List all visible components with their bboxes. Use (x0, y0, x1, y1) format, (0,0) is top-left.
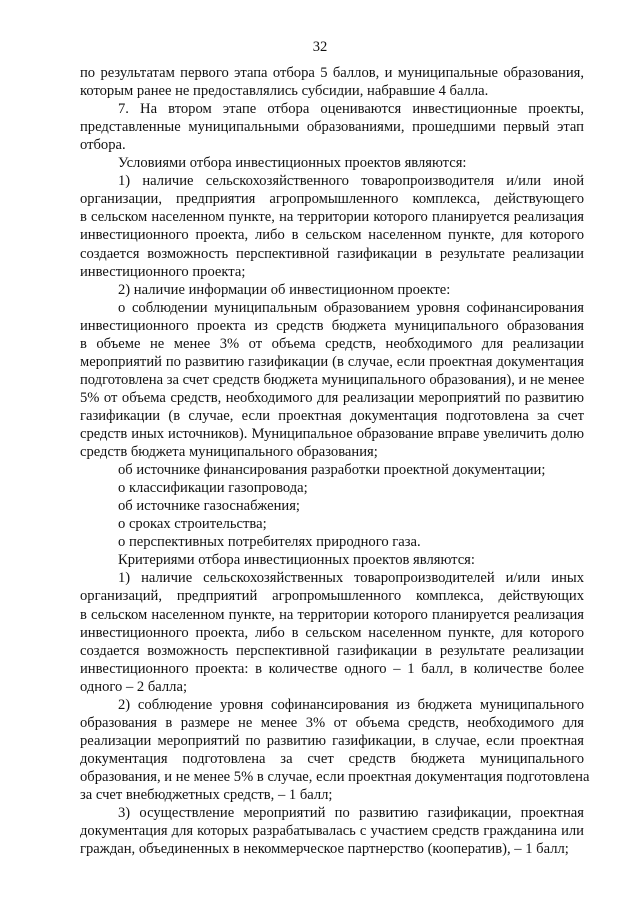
text-line: о классификации газопровода; (118, 480, 308, 497)
text-line: одного – 2 балла; (80, 678, 187, 695)
text-line: об источнике финансирования разработки проектной документации; (118, 462, 546, 479)
text-line: об источнике газоснабжения; (118, 498, 300, 515)
text-line: документация подготовлена за счет средств бюджета муниципального (80, 750, 584, 767)
text-line: в объеме не менее 3% от объема средств, необходимого для реализации (80, 335, 584, 352)
text-line: Критериями отбора инвестиционных проектов являются: (118, 552, 475, 569)
page-number: 32 (312, 39, 328, 55)
text-line: реализации мероприятий по развитию газификации, в случае, если проектная (80, 732, 584, 749)
text-line: о перспективных потребителях природного газа. (118, 534, 421, 551)
text-line: образования, и не менее 5% в случае, если проектная документация подготовлена (80, 768, 590, 785)
text-line: 2) наличие информации об инвестиционном проекте: (118, 281, 451, 298)
text-line: инвестиционного проекта, либо в сельском населенном пункте, для которого (80, 227, 584, 244)
text-line: которым ранее не предоставлялись субсидии, набравшие 4 балла. (80, 83, 489, 100)
text-line: в сельском населенном пункте, на территории которого планируется реализация (80, 209, 584, 226)
text-line: создается возможность перспективной газификации в результате реализации (80, 642, 584, 659)
text-line: организаций, предприятий агропромышленного комплекса, действующих (80, 588, 584, 605)
text-line: подготовлена за счет средств бюджета муниципального образования), и не менее (80, 371, 585, 388)
text-line: по результатам первого этапа отбора 5 баллов, и муниципальные образования, (80, 65, 584, 81)
text-line: инвестиционного проекта: в количестве одного – 1 балл, в количестве более (80, 660, 584, 677)
text-line: 7. На втором этапе отбора оцениваются инвестиционные проекты, (118, 101, 584, 118)
text-line: 5% от объема средств, необходимого для реализации мероприятий по развитию (80, 389, 584, 406)
text-line: представленные муниципальными образованиями, прошедшими первый этап (80, 119, 584, 136)
text-line: средств бюджета муниципального образования; (80, 444, 378, 461)
text-line: документация для которых разрабатывалась с участием средств гражданина или (80, 823, 584, 840)
text-line: инвестиционного проекта из средств бюджета муниципального образования (80, 317, 584, 334)
text-line: граждан, объединенных в некоммерческое партнерство (кооператив), – 1 балл; (80, 841, 569, 858)
text-line: о соблюдении муниципальным образованием уровня софинансирования (118, 299, 584, 316)
text-line: образования в размере не менее 3% от объема средств, необходимого для (80, 714, 584, 731)
text-line: инвестиционного проекта, либо в сельском населенном пункте, для которого (80, 624, 584, 641)
text-line: создается возможность перспективной газификации в результате реализации (80, 245, 584, 262)
text-line: отбора. (80, 137, 126, 154)
text-line: 1) наличие сельскохозяйственных товаропроизводителей и/или иных (118, 570, 584, 587)
text-line: мероприятий по развитию газификации (в случае, если проектная документация (80, 353, 584, 370)
text-line: Условиями отбора инвестиционных проектов являются: (118, 155, 467, 172)
text-line: средств иных источников). Муниципальное образование вправе увеличить долю (80, 426, 584, 442)
text-line: организации, предприятия агропромышленного комплекса, действующего (80, 191, 584, 208)
text-line: за счет внебюджетных средств, – 1 балл; (80, 787, 333, 803)
text-line: о сроках строительства; (118, 516, 267, 533)
text-line: газификации (в случае, если проектная документация подготовлена за счет (80, 407, 584, 424)
text-line: 2) соблюдение уровня софинансирования из бюджета муниципального (118, 696, 584, 713)
text-line: инвестиционного проекта; (80, 263, 246, 280)
text-line: 1) наличие сельскохозяйственного товаропроизводителя и/или иной (118, 173, 584, 190)
text-line: в сельском населенном пункте, на территории которого планируется реализация (80, 606, 584, 623)
text-line: 3) осуществление мероприятий по развитию газификации, проектная (118, 805, 584, 822)
